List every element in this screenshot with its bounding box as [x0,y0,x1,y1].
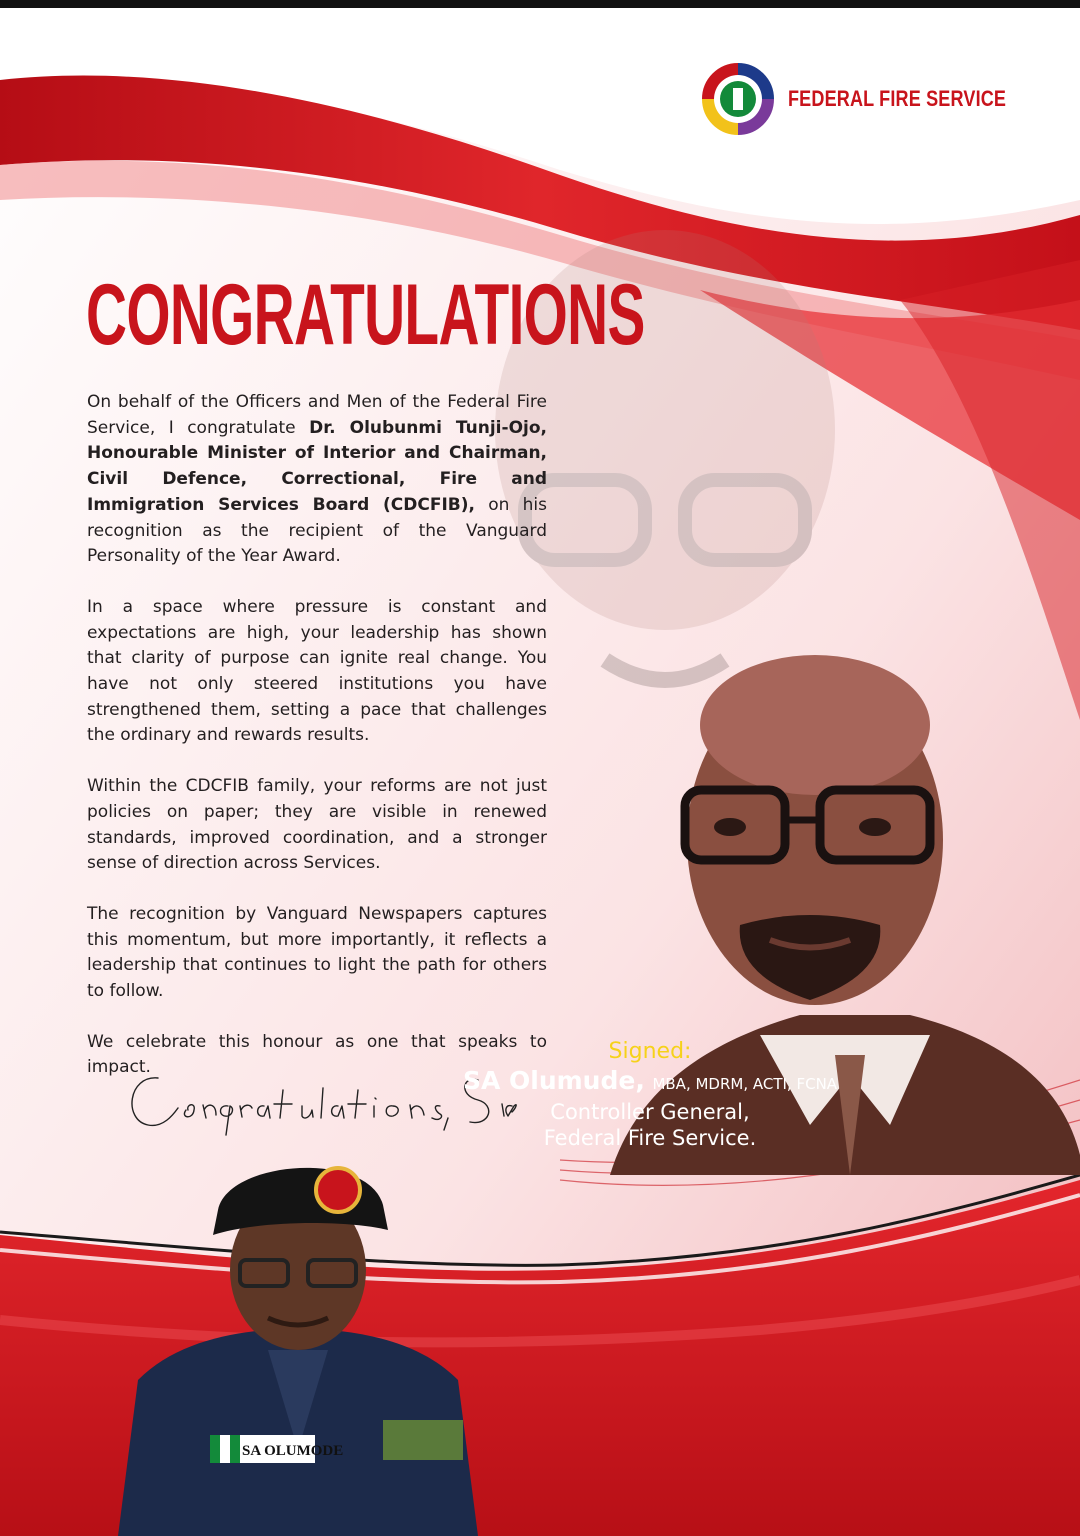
federal-fire-service-crest-icon [697,58,779,140]
paragraph-2: In a space where pressure is constant and expectations are high, your leadership has shown that clarity of purpose can ignite real change. You have not only steered institutions you have strengthened them, setting a pace that challenges the ordinary and rewards results. [87,596,547,746]
signer-name: SA Olumude, [462,1066,645,1095]
signer-title-line-1: Controller General, [550,1100,750,1124]
signed-label: Signed: [608,1039,692,1064]
signer-line [440,1066,860,1099]
organization-name: FEDERAL FIRE SERVICE [788,86,1007,111]
paragraph-1: On behalf of the Officers and Men of the Federal Fire Service, I congratulate Dr. Olubunmi Tunji-Ojo, Honourable Minister of Interior and Chairman, Civil Defence, Correctional, Fire and Immigration Services Board (CDCFIB), on his recognition as the recipient of the Vanguard Personality of the Year Award. [87,392,547,567]
controller-general-portrait [118,1150,478,1536]
paragraph-3: Within the CDCFIB family, your reforms are not just policies on paper; they are visible in renewed standards, improved coordination, and a stronger sense of direction across Services. [87,776,547,874]
paragraph-5: We celebrate this honour as one that speaks to impact. [87,1031,547,1078]
name-tag: SA OLUMODE [242,1443,344,1459]
headline: CONGRATULATIONS [86,267,645,363]
signatory-block [440,1038,860,1151]
paragraph-4: The recognition by Vanguard Newspapers captures this momentum, but more importantly, it reflects a leadership that continues to light the path for others to follow. [87,903,547,1002]
message-body [87,390,547,1106]
signer-title-line-2: Federal Fire Service. [543,1126,757,1150]
signer-qualifications: MBA, MDRM, ACTI, FCNA [652,1075,838,1093]
organization-logo [697,58,779,140]
